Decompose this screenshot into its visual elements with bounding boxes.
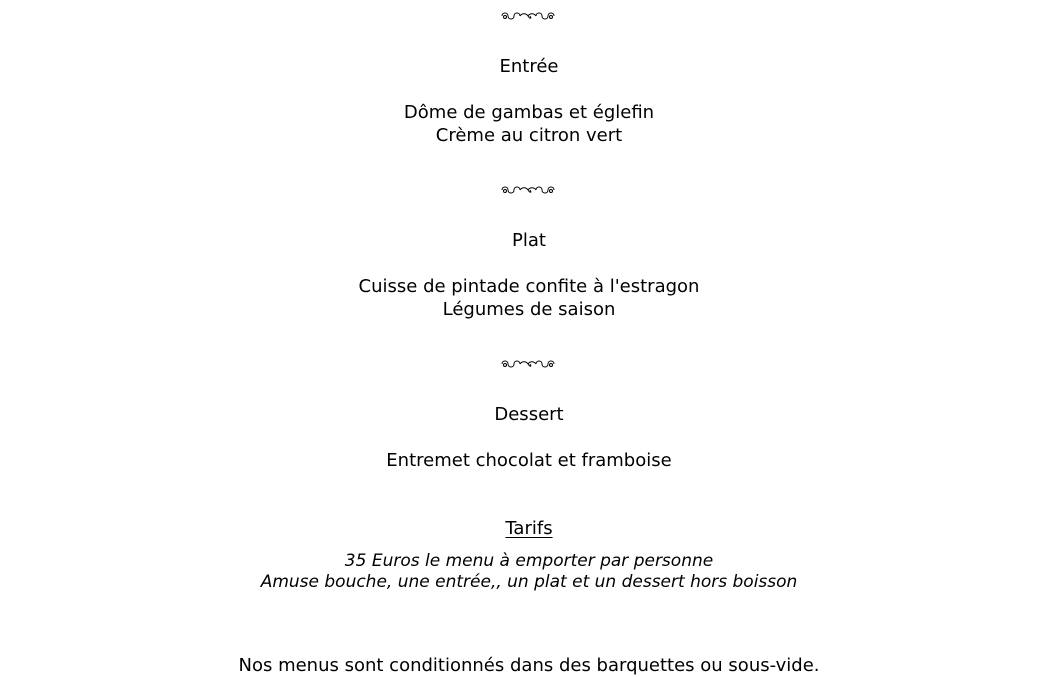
decorative-flourish-icon — [0, 358, 1058, 370]
tarifs-description: Amuse bouche, une entrée,, un plat et un dessert hors boisson — [260, 572, 798, 592]
dessert-dish: Entremet chocolat et framboise — [386, 450, 672, 471]
dessert-heading: Dessert — [494, 404, 564, 425]
tarifs-heading: Tarifs — [505, 518, 553, 539]
plat-dish: Cuisse de pintade confite à l'estragon — [358, 276, 700, 297]
entree-heading: Entrée — [499, 56, 559, 77]
entree-dish: Dôme de gambas et églefin — [403, 102, 655, 123]
plat-heading: Plat — [512, 230, 546, 251]
plat-accompaniment: Légumes de saison — [442, 299, 616, 320]
entree-accompaniment: Crème au citron vert — [435, 125, 623, 146]
decorative-flourish-icon — [0, 10, 1058, 22]
tarifs-price: 35 Euros le menu à emporter par personne — [344, 551, 714, 571]
decorative-flourish-icon — [0, 184, 1058, 196]
packaging-note: Nos menus sont conditionnés dans des barquettes ou sous-vide. — [238, 655, 820, 676]
